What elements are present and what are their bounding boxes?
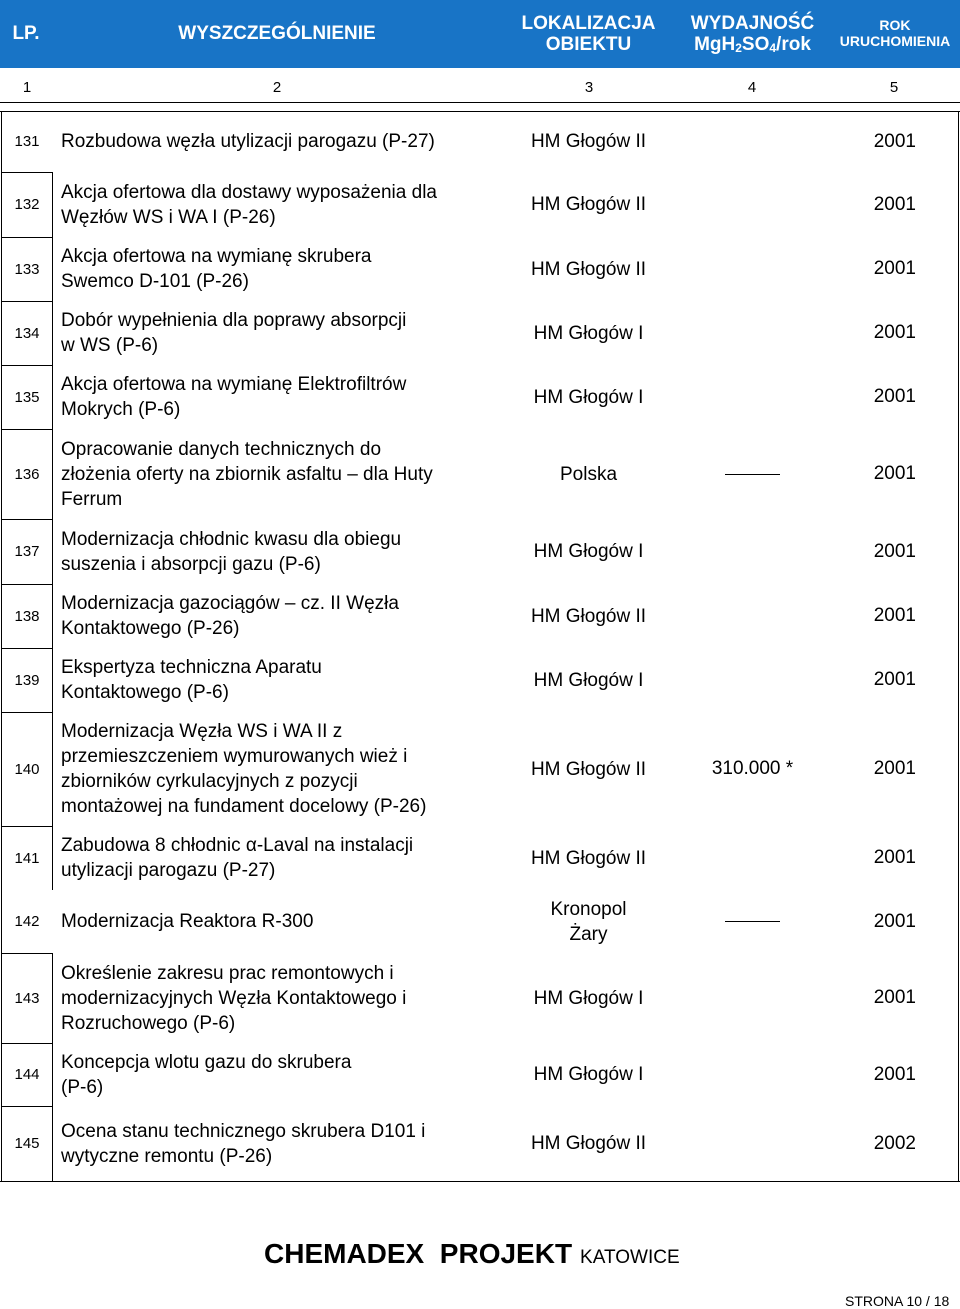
row-year: 2001 [873,130,916,152]
row-location: Kronopol Żary [550,898,627,945]
row-year: 2001 [873,847,916,868]
row-year: 2001 [873,540,916,562]
header-lp: LP. [12,23,40,45]
row-description: Akcja ofertowa dla dostawy wyposażenia dla Węzłów WS i WA I (P-26) [61,181,437,228]
row-location: HM Głogów I [533,987,644,1009]
column-number: 5 [889,79,899,96]
row-description: Modernizacja chłodnic kwasu dla obiegu suszenia i absorpcji gazu (P-6) [61,528,402,575]
row-description: Akcja ofertowa na wymianę Elektrofiltrów Mokrych (P-6) [61,374,407,420]
row-number: 138 [14,607,40,625]
row-location: HM Głogów II [530,1133,647,1154]
row-description: Ocena stanu technicznego skrubera D101 i wytyczne remontu (P-26) [61,1120,426,1167]
row-year: 2001 [873,605,916,626]
header-capacity: WYDAJNOŚĆ $MgH_2SO_4$/rok [690,12,815,55]
row-number: 137 [14,543,40,560]
row-description: Zabudowa 8 chłodnic α-Laval na instalacji utylizacji parogazu (P-27) [61,835,414,881]
row-description: Koncepcja wlotu gazu do skrubera (P-6) [61,1051,352,1098]
row-number: 135 [14,388,40,406]
row-location: HM Głogów I [533,541,644,562]
row-location: HM Głogów II [530,847,647,869]
row-year: 2001 [873,463,916,484]
row-number: 140 [14,760,40,778]
company-name: CHEMADEX PROJEKT [264,1238,573,1269]
row-year: 2001 [873,987,916,1008]
row-location: HM Głogów II [530,758,647,780]
row-number: 145 [14,1135,40,1152]
column-number: 1 [22,79,32,96]
row-number: 141 [14,849,40,867]
row-number: 144 [14,1066,40,1083]
row-number: 133 [14,260,40,278]
row-location: HM Głogów I [533,669,644,691]
row-year: 2001 [873,322,916,343]
row-number: 136 [14,465,40,483]
row-description: Akcja ofertowa na wymianę skrubera Swemco D-101 (P-26) [61,246,372,292]
row-location: HM Głogów I [533,386,644,408]
row-year: 2001 [873,258,916,279]
row-number: 142 [14,913,40,930]
row-location: Polska [559,463,618,485]
column-number: 3 [584,79,594,96]
row-description: Określenie zakresu prac remontowych i modernizacyjnych Węzła Kontaktowego i Rozruchowego (P-6) [61,962,407,1034]
row-capacity: 310.000 * [711,758,794,779]
column-number-row [0,74,960,102]
table-header [0,0,960,68]
empty-value-dash [725,921,780,922]
row-year: 2001 [873,1063,916,1085]
company-footer [264,1238,680,1270]
page-number: STRONA 10 / 18 [845,1293,950,1309]
company-city: KATOWICE [580,1247,680,1268]
row-number: 143 [14,989,40,1007]
row-number: 134 [14,324,40,342]
row-location: HM Głogów I [533,1064,644,1085]
row-description: Ekspertyza techniczna Aparatu Kontaktowego (P-6) [61,657,322,703]
row-description: Opracowanie danych technicznych do złożenia oferty na zbiornik asfaltu – dla Huty Ferrum [61,438,433,510]
row-description: Modernizacja Reaktora R-300 [61,911,314,932]
row-description: Modernizacja Węzła WS i WA II z przemieszczeniem wymurowanych wież i zbiorników cyrkulacyjnych z pozycji montażowej na fundament docelowy (P-26) [61,721,427,817]
row-year: 2002 [873,1132,916,1154]
row-year: 2001 [873,386,916,407]
row-location: HM Głogów II [530,131,647,152]
header-description: WYSZCZEGÓLNIENIE [178,23,376,45]
row-year: 2001 [873,193,916,215]
empty-value-dash [725,474,780,475]
row-location: HM Głogów II [530,258,647,280]
row-description: Modernizacja gazociągów – cz. II Węzła Kontaktowego (P-26) [61,593,399,639]
row-description: Rozbudowa węzła utylizacji parogazu (P-27) [61,131,435,152]
column-number: 4 [747,79,757,96]
row-number: 131 [14,133,40,150]
row-year: 2001 [873,910,916,932]
row-description: Dobór wypełnienia dla poprawy absorpcji w WS (P-6) [61,310,407,356]
row-location: HM Głogów I [533,322,644,344]
row-location: HM Głogów II [530,194,647,215]
row-location: HM Głogów II [530,605,647,627]
row-number: 139 [14,671,40,689]
row-number: 132 [14,196,40,213]
column-number: 2 [272,79,282,96]
row-year: 2001 [873,758,916,779]
header-location: LOKALIZACJA OBIEKTU [521,12,656,55]
row-year: 2001 [873,669,916,690]
header-year: ROK URUCHOMIENIA [839,17,951,49]
